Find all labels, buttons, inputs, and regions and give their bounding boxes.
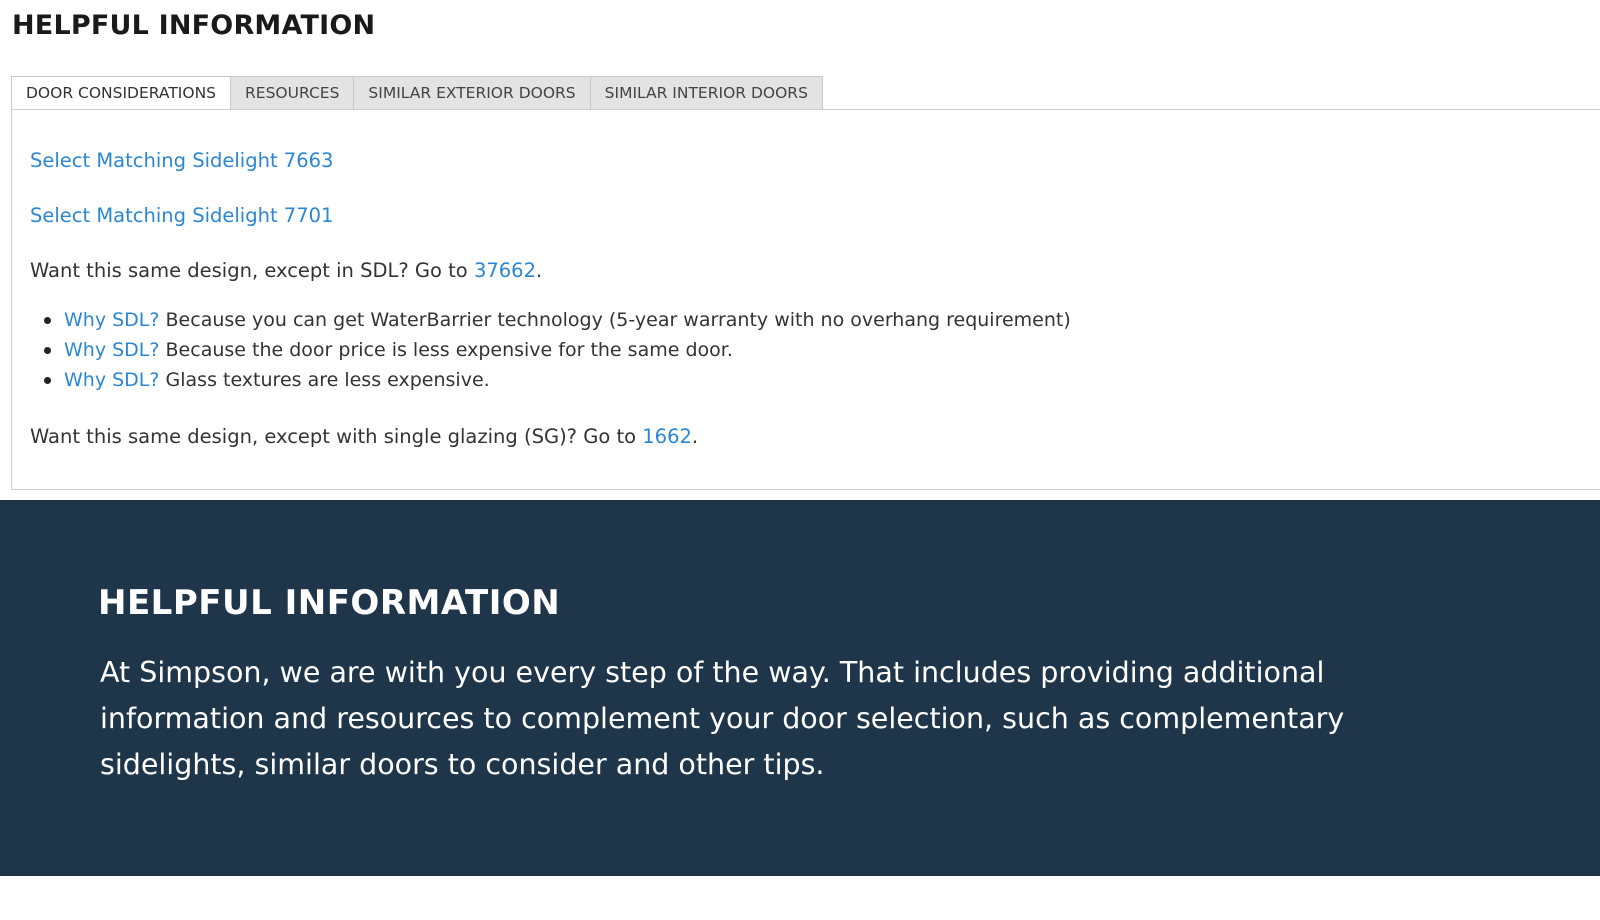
sidelight-7701-link[interactable]: Select Matching Sidelight 7701 <box>30 204 334 227</box>
bullet-icon <box>44 347 51 354</box>
list-item <box>64 365 1071 395</box>
tab-similar-interior-doors[interactable]: SIMILAR INTERIOR DOORS <box>591 76 823 110</box>
why-sdl-reason: Because you can get WaterBarrier technology (5-year warranty with no overhang requirement) <box>159 309 1071 331</box>
sg-prompt-suffix: . <box>691 425 699 448</box>
list-item <box>64 335 1071 365</box>
list-item <box>64 305 1071 335</box>
sg-door-1662-link[interactable]: 1662 <box>642 425 692 448</box>
why-sdl-reason: Because the door price is less expensive for the same door. <box>159 339 733 361</box>
why-sdl-link[interactable]: Why SDL? <box>64 369 160 391</box>
why-sdl-link[interactable]: Why SDL? <box>64 339 160 361</box>
why-sdl-link[interactable]: Why SDL? <box>64 309 160 331</box>
bullet-icon <box>44 317 51 324</box>
tab-panel-door-considerations <box>11 109 1600 490</box>
sdl-prompt-suffix: . <box>536 259 543 282</box>
sdl-prompt <box>30 258 542 284</box>
sidelight-7663-link[interactable]: Select Matching Sidelight 7663 <box>30 149 334 172</box>
why-sdl-list <box>64 305 1071 395</box>
bullet-icon <box>44 377 51 384</box>
sdl-door-37662-link[interactable]: 37662 <box>473 259 536 282</box>
sidelight-link-row <box>30 203 333 229</box>
why-sdl-reason: Glass textures are less expensive. <box>159 369 490 391</box>
banner-description: At Simpson, we are with you every step of the way. That includes providing additional information and resources to complement your door selection, such as complementary sidelights, similar doors to consider and other tips. <box>100 656 1345 781</box>
helpful-information-banner <box>0 500 1600 876</box>
tab-bar <box>11 76 823 110</box>
sg-prompt <box>30 424 698 450</box>
sg-prompt-text: Want this same design, except with single glazing (SG)? Go to <box>30 425 643 448</box>
tab-door-considerations[interactable]: DOOR CONSIDERATIONS <box>11 76 231 110</box>
page-title: HELPFUL INFORMATION <box>12 10 376 41</box>
tab-resources[interactable]: RESOURCES <box>231 76 354 110</box>
tab-similar-exterior-doors[interactable]: SIMILAR EXTERIOR DOORS <box>354 76 590 110</box>
banner-title: HELPFUL INFORMATION <box>98 583 561 623</box>
sdl-prompt-text: Want this same design, except in SDL? Go to <box>30 259 474 282</box>
sidelight-link-row <box>30 148 333 174</box>
